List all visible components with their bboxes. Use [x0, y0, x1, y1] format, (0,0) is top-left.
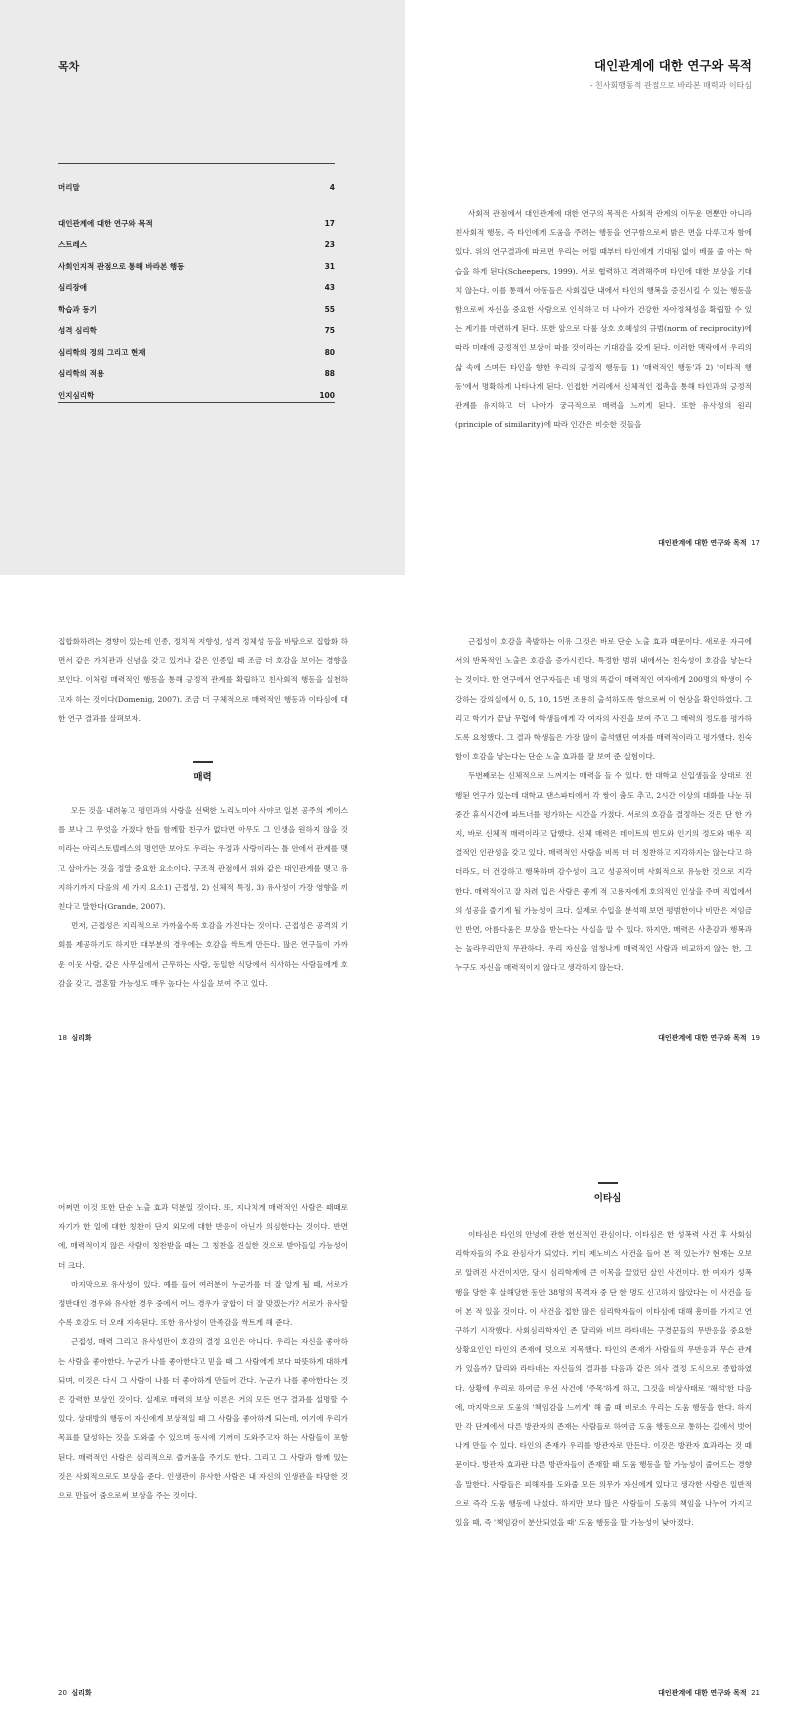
paragraph: 사회적 관점에서 대인관계에 대한 연구의 목적은 사회적 관계의 이두운 면뿐만 아니라 친사회적 행동, 즉 타인에게 도움을 주려는 행동을 연구함으로써 밝은 면을 다루고자 함에 있다. 위의 연구결과에 따르면 우리는 어릴 때부터 타인에게 기대됨 없이 베풀 줄 아는 학습을 하게 된다(Scheepers, 1999). 서로 협력하고 격려해주며 타인에 대한 보상을 기대치 않는다. 이를 통해서 아동들은 사회집단 내에서 타인의 행복을 증진시킬 수 있는 행동을 함으로써 자신을 중요한 사람으로 인식하고 더 나아가 건강한 자아정체성을 확립할 수 있는 계기를 마련하게 된다. 또한 앞으로 다룰 상호 호혜성의 규범(norm of reciprocity)에 따라 미래에 긍정적인 보상이 따를 것이라는 기대감을 갖게 된다. 이러한 맥락에서 우리의 삶 속에 스며든 타인을 향한 우리의 긍정적 행동들 1) '매력적인 행동'과 2) '이타적 행동'에서 명확하게 나타나게 된다. 인접한 거리에서 신체적인 접촉을 통해 타인과의 긍정적 관계를 유지하고 더 나아가 궁극적으로 매력을 느끼게 된다. 또한 유사성의 원리(principle of similarity)에 따라 인간은 비슷한 것들을: [455, 209, 752, 430]
paragraph: 두번째로는 신체적으로 느껴지는 매력을 들 수 있다. 한 대학교 신입생들을 상대로 진행된 연구가 있는데 대학교 댄스파티에서 각 쌍이 춤도 추고, 2시간 이상의 대화를 나눈 뒤 중간 휴식시간에 파트너를 평가하는 시간을 가졌다. 서로의 호감을 결정하는 것은 단 한 가지, 바로 신체적 매력이라고 답했다. 신체 매력은 데이트의 빈도와 인기의 정도와 매우 직결적인 인관성을 갖고 있다. 매력적인 사람을 비록 더 더 칭찬하고 지각하지는 않는다고 하더라도, 더 건강하고 행복하며 감수성이 크고 성공적이며 사회적으로 유능한 것으로 지각한다. 매력적이고 잘 차려 입은 사람은 좋게 적 고용자에게 호의적인 인상을 주며 직업에서의 성공을 즐기게 될 가능성이 크다. 실제로 수입을 분석해 보면 평범한이나 비만은 저임금인 반면, 아름다움은 보상을 받는다는 사실을 알 수 있다. 하지만, 매력은 사춘감과 행복과는 놀라우리만치 무관하다. 우리 자신을 엄청나게 매력적인 사람과 비교하지 않는 한, 그 누구도 자신을 매력적이지 않다고 생각하지 않는다.: [455, 771, 752, 973]
page-number: 19: [751, 1034, 760, 1042]
toc-rule-bottom: [58, 402, 335, 403]
paragraph: 마지막으로 유사성이 있다. 예를 들어 여러분이 누군가를 더 잘 알게 될 때, 서로가 정반대인 경우와 유사한 경우 중에서 어느 경우가 궁합이 더 잘 맞겠는가? 서로가 유사할수록 호감도 더 오래 지속된다. 또한 유사성이 만족감을 싹트게 해 준다.: [58, 1279, 348, 1328]
toc-item[interactable]: 성격 심리학 75: [58, 326, 335, 335]
body-text: [58, 801, 348, 993]
toc-item[interactable]: 머리말 4: [58, 183, 335, 192]
page-17: [405, 0, 810, 575]
page-18: [0, 575, 405, 1150]
body-text: [455, 632, 752, 978]
paragraph: 집합화하려는 경향이 있는데 인종, 정치적 지향성, 성격 정체성 등을 바탕으로 집합화 하면서 같은 가치관과 신념을 갖고 있거나 같은 인종일 때 조금 더 호감을 보이는 경향을 보인다. 이처럼 매력적인 행동을 통해 긍정적 관계를 확립하고 친사회적 행동을 실천하고자 하는 것이다(Domenig, 2007). 조금 더 구체적으로 매력적인 행동과 이타심에 대한 연구 결과를 살펴보자.: [58, 637, 348, 723]
page-19: [405, 575, 810, 1150]
toc-list: [58, 181, 335, 410]
running-footer: [658, 1033, 760, 1043]
running-footer: [58, 1688, 92, 1698]
toc-item[interactable]: 심리학의 적용 88: [58, 369, 335, 378]
section-title: 매력: [193, 772, 212, 783]
page-number: 17: [751, 539, 760, 547]
footer-title: 심리화: [71, 1689, 92, 1697]
page-number: 20: [58, 1689, 67, 1697]
body-text: [455, 204, 752, 434]
running-footer: [58, 1033, 92, 1043]
footer-title: 대인관계에 대한 연구와 목적: [658, 1034, 747, 1042]
page-21: [405, 1150, 810, 1725]
toc-item[interactable]: 심리학의 정의 그리고 현재 80: [58, 347, 335, 357]
chapter-title: 대인관계에 대한 연구와 목적: [594, 58, 752, 73]
body-text: [58, 1198, 348, 1505]
body-text: [455, 1225, 752, 1532]
paragraph: 근접성, 매력 그리고 유사성만이 호감의 결정 요인은 아니다. 우리는 자신을 좋아하는 사람을 좋아한다. 누군가 나를 좋아한다고 믿을 때 그 사람에게 보다 따뜻하게 대하게 되며, 이것은 다시 그 사람이 나를 더 좋아하게 만들어 간다. 누군가 나를 좋아한다는 것은 강력한 보상인 것이다. 실제로 매력의 보상 이론은 거의 모든 연구 결과를 설명할 수 있다. 상대방의 행동이 자신에게 보상적일 때 그 사람을 좋아하게 되는데, 여기에 우리가 목표를 달성하는 것을 도와줄 수 있으며 동시에 기꺼이 도와주고자 하는 사람들이 포함된다. 매력적인 사람은 심리적으로 즐거움을 주기도 한다. 그리고 그 사람과 함께 있는 것은 사회적으로도 보상을 준다. 인생관이 유사한 사람은 내 자신의 인생관을 타당한 것으로 만들어 줌으로써 보상을 주는 것이다.: [58, 1337, 348, 1501]
toc-page: [0, 0, 405, 575]
paragraph: 이타심은 타인의 안녕에 관한 헌신적인 관심이다. 이타심은 한 성폭력 사건 후 사회심리학자들의 주요 관심사가 되었다. 키티 제노비스 사건을 들어 본 적 있는가? 현재는 오보로 알려진 사건이지만, 당시 심리학계에 큰 이목을 끌었던 살인 사건이다. 한 여자가 성폭행을 당한 후 살해당한 동안 38명의 목격자 중 단 한 명도 신고하지 않았다는 이 사건을 들어 본 적 있을 것이다. 이 사건을 접한 많은 심리학자들이 이타심에 대해 흥미를 가지고 연구하기 시작했다. 사회심리학자인 존 달리와 비브 라타네는 구경꾼들의 무반응을 중요한 상황요인인 타인의 존재에 덧으로 지목했다. 타인의 존재가 사람들의 무반응과 무슨 관계가 있을까? 달리와 라타네는 자신들의 결과를 다음과 같은 의사 결정 도식으로 종합하였다. 상황에 우리로 하여금 우선 사건에 '주목'하게 하고, 그것을 비상사태로 '해석'한 다음에, 마지막으로 도움의 '책임감을 느끼게' 해 줄 때 비로소 우리는 도움 행동을 한다. 하지만 각 단계에서 다른 방관자의 존재는 사람들로 하여금 도움 행동으로 통하는 길에서 벗어나게 만들 수 있다. 타인의 존재가 우리를 방관자로 만든다. 이것은 방관자 효과라는 것 때문이다. 방관자 효과란 다른 방관자들이 존재할 때 도움 행동을 할 가능성이 줄어드는 경향을 말한다. 사람들은 피해자를 도와줄 모든 의무가 자신에게 있다고 생각한 사람은 일반적으로 즉각 도움 행동에 나섰다. 하지만 보다 많은 사람들이 도움의 책임을 나누어 가지고 있을 때, 즉 '책임감이 분산되었을 때' 도움 행동을 할 가능성이 낮아졌다.: [455, 1230, 752, 1528]
section-title: 이타심: [593, 1193, 622, 1204]
section-heading: [0, 761, 405, 783]
toc-rule-top: [58, 163, 335, 164]
toc-item[interactable]: 사회인지적 관점으로 통해 바라본 행동 31: [58, 261, 335, 271]
section-bar: [193, 761, 213, 763]
paragraph: 근접성이 호감을 촉발하는 이유 그것은 바로 단순 노출 효과 때문이다. 새로운 자극에서의 반복적인 노출은 호감을 증가시킨다. 특정한 범위 내에서는 친숙성이 호감을 낳는다는 것이다. 한 연구에서 연구자들은 네 명의 똑같이 매력적인 여자에게 200명의 학생이 수강하는 강의실에서 0, 5, 10, 15번 조용히 출석하도록 함으로써 이 현상을 확인하였다. 그리고 학기가 끝날 무렵에 학생들에게 각 여자의 사진을 보여 주고 그 매력의 정도를 평가하도록 요청했다. 그 결과 학생들은 가장 많이 출석했던 여자를 매력적이라고 평가했다. 친숙함이 호감을 낳는다는 단순 노출 효과를 잘 보여 준 실험이다.: [455, 637, 752, 762]
toc-heading: 목차: [58, 60, 80, 73]
section-heading: [405, 1182, 810, 1204]
running-footer: [658, 1688, 760, 1698]
toc-item[interactable]: 대인관계에 대한 연구와 목적 17: [58, 218, 335, 228]
paragraph: 어쩌면 이것 또한 단순 노출 효과 덕분일 것이다. 또, 지나치게 매력적인 사람은 때때로 자기가 한 일에 대한 칭찬이 단지 외모에 대한 반응이 아닌가 의심한다는 것이다. 반면에, 매력적이지 않은 사람이 칭찬받을 때는 그 칭찬을 진실한 것으로 받아들일 가능성이 더 크다.: [58, 1203, 348, 1270]
running-footer: [658, 538, 760, 548]
section-bar: [598, 1182, 618, 1184]
page-number: 21: [751, 1689, 760, 1697]
paragraph: 모든 것을 내려놓고 평민과의 사랑을 선택한 노리노미야 사야코 일본 공주의 케이스를 보나 그 무엇을 가졌다 한들 함께할 친구가 없다면 아무도 그 인생을 원하지 않을 것이라는 아리스토텔레스의 명언만 보아도 우리는 우정과 사랑이라는 틀 안에서 관계를 맺고 살아가는 것을 정말 중요한 요소이다. 구조적 관점에서 위와 같은 대인관계를 맺고 유지하기까지 다음의 세 가지 요소1) 근접성, 2) 신체적 특징, 3) 유사성이 가장 영향을 끼친다고 말한다(Grande, 2007).: [58, 806, 348, 912]
footer-title: 심리화: [71, 1034, 92, 1042]
footer-title: 대인관계에 대한 연구와 목적: [658, 1689, 747, 1697]
page-20: [0, 1150, 405, 1725]
body-text-top: [58, 632, 348, 728]
toc-item[interactable]: 스트레스 23: [58, 240, 335, 249]
toc-item[interactable]: 심리장애 43: [58, 283, 335, 292]
toc-item[interactable]: 학습과 동기 55: [58, 304, 335, 314]
page-number: 18: [58, 1034, 67, 1042]
paragraph: 먼저, 근접성은 지리적으로 가까울수록 호감을 가진다는 것이다. 근접성은 공격의 기회를 제공하기도 하지만 대부분의 경우에는 호감을 싹트게 만든다. 많은 연구들이 가까운 이웃 사람, 같은 사무실에서 근무하는 사람, 동일한 식당에서 식사하는 사람들에게 호감을 갖고, 결혼할 가능성도 매우 높다는 사실을 보여 주고 있다.: [58, 921, 348, 988]
chapter-subtitle: - 친사회행동적 관점으로 바라본 매력과 이타심: [589, 81, 752, 90]
toc-item[interactable]: 인지심리학 100: [58, 390, 335, 400]
footer-title: 대인관계에 대한 연구와 목적: [658, 539, 747, 547]
